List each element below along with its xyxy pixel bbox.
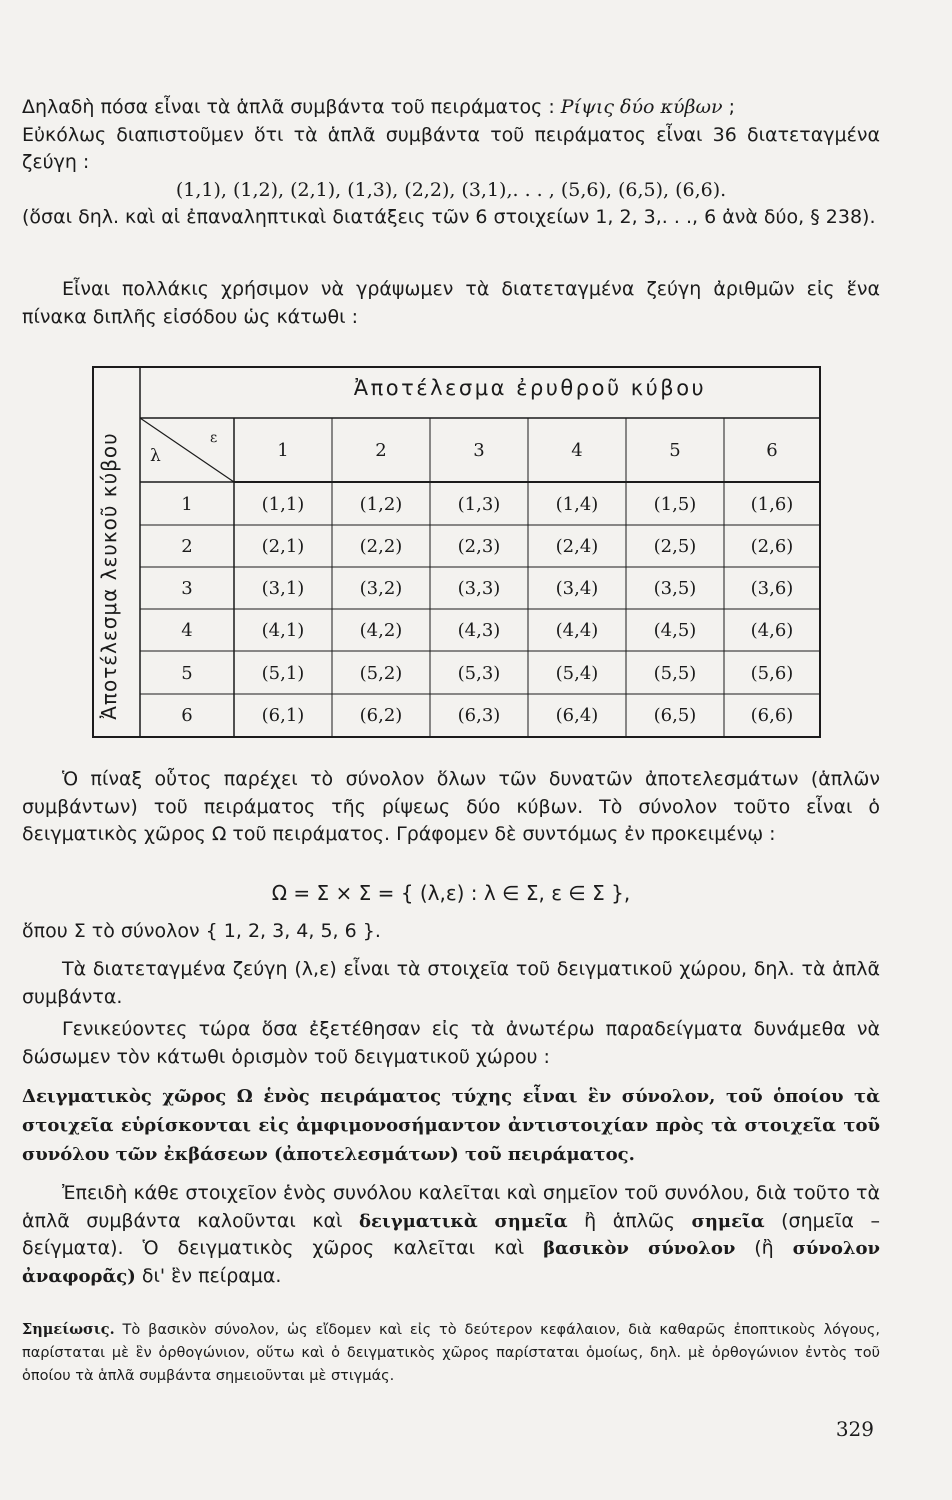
table-cell: (3,2) xyxy=(359,578,403,599)
table-cell: (6,1) xyxy=(261,705,305,726)
statement-text: Εὐκόλως διαπιστοῦμεν ὅτι τὰ ἁπλᾶ συμβάντα τοῦ πειράματος εἶναι 36 διατεταγμένα ζεύγη : xyxy=(22,123,880,173)
table-cell: (5,4) xyxy=(555,663,599,684)
table-cell: (3,1) xyxy=(261,578,305,599)
term-sample-points: δειγματικὰ σημεῖα xyxy=(359,1210,568,1232)
p6-text-g: (ἢ xyxy=(735,1237,793,1259)
col-header-2: 2 xyxy=(375,440,387,461)
sample-space-formula: Ω = Σ × Σ = { (λ,ε) : λ ∈ Σ, ε ∈ Σ }, xyxy=(271,881,631,905)
definition-text: Δειγματικὸς χῶρος Ω ἑνὸς πειράματος τύχης εἶναι ἓν σύνολον, τοῦ ὁποίου τὰ στοιχεῖα εὑρίσκονται εἰς ἀμφιμονοσήμαντον ἀντιστοιχίαν πρὸς τὰ στοιχεῖα τοῦ συνόλου τῶν ἐκβάσεων (ἀποτελεσμάτων) τοῦ πειράματος. xyxy=(22,1086,880,1165)
sample-points-paragraph xyxy=(22,1180,880,1290)
experiment-name: Ρίψις δύο κύβων xyxy=(560,96,723,118)
page-number: 329 xyxy=(835,1417,874,1441)
table-cell: (2,5) xyxy=(653,536,697,557)
table-cell: (5,1) xyxy=(261,663,305,684)
sigma-definition: ὅπου Σ τὸ σύνολον { 1, 2, 3, 4, 5, 6 }. xyxy=(22,920,381,942)
corner-col-symbol: ε xyxy=(210,430,218,446)
table-cell: (4,3) xyxy=(457,620,501,641)
col-header-6: 6 xyxy=(766,440,778,461)
table-cell: (4,2) xyxy=(359,620,403,641)
table-cell: (1,6) xyxy=(750,494,794,515)
table-intro-paragraph: Εἶναι πολλάκις χρήσιμον νὰ γράψωμεν τὰ διατεταγμένα ζεύγη ἀριθμῶν εἰς ἕνα πίνακα διπλῆς εἰσόδου ὡς κάτωθι : xyxy=(22,278,880,328)
table-cell: (2,1) xyxy=(261,536,305,557)
table-cell: (2,2) xyxy=(359,536,403,557)
question-mark: ; xyxy=(722,96,736,118)
col-header-3: 3 xyxy=(473,440,485,461)
term-basic-set: βασικὸν σύνολον xyxy=(543,1238,736,1259)
table-cell: (1,1) xyxy=(261,494,305,515)
table-cell: (3,6) xyxy=(750,578,794,599)
p6-text-a: Ἐπειδὴ κάθε στοιχεῖον ἑνὸς συνόλου καλεῖται καὶ σημεῖον τοῦ συνόλου, διὰ τοῦτο τὰ ἁπλᾶ συμβάντα καλοῦνται καὶ xyxy=(22,1182,880,1232)
note-label: Σημείωσις. xyxy=(22,1321,115,1338)
column-title: Ἀποτέλεσμα ἐρυθροῦ κύβου xyxy=(353,376,707,400)
table-cell: (4,5) xyxy=(653,620,697,641)
table-cell: (2,4) xyxy=(555,536,599,557)
table-cell: (5,5) xyxy=(653,663,697,684)
table-cell: (6,2) xyxy=(359,705,403,726)
table-cell: (3,3) xyxy=(457,578,501,599)
note-text: Τὸ βασικὸν σύνολον, ὡς εἴδομεν καὶ εἰς τὸ δεύτερον κεφάλαιον, διὰ καθαρῶς ἐποπτικοὺς λόγους, παρίσταται μὲ ἓν ὀρθογώνιον, οὕτω καὶ ὁ δειγματικὸς χῶρος παρίσταται ὁμοίως, δηλ. μὲ ὀρθογώνιον ἐντὸς τοῦ ὁποίου τὰ ἁπλᾶ συμβάντα σημειοῦνται μὲ στιγμάς. xyxy=(22,1322,880,1384)
col-header-5: 5 xyxy=(669,440,681,461)
row-header-1: 1 xyxy=(181,494,193,515)
table-cell: (6,5) xyxy=(653,705,697,726)
table-cell: (6,4) xyxy=(555,705,599,726)
table-cell: (1,2) xyxy=(359,494,403,515)
row-header-6: 6 xyxy=(181,705,193,726)
table-cell: (6,3) xyxy=(457,705,501,726)
table-cell: (2,3) xyxy=(457,536,501,557)
outcome-table xyxy=(92,366,821,738)
question-line xyxy=(22,94,880,122)
table-cell: (1,4) xyxy=(555,494,599,515)
table-cell: (1,5) xyxy=(653,494,697,515)
table-cell: (1,3) xyxy=(457,494,501,515)
generalization-paragraph: Γενικεύοντες τώρα ὅσα ἐξετέθησαν εἰς τὰ ἀνωτέρω παραδείγματα δυνάμεθα νὰ δώσωμεν τὸν κάτωθι ὁρισμὸν τοῦ δειγματικοῦ χώρου : xyxy=(22,1018,880,1068)
table-cell: (2,6) xyxy=(750,536,794,557)
p6-text-c: ἢ ἁπλῶς xyxy=(567,1209,692,1232)
row-header-5: 5 xyxy=(181,663,193,684)
p6-text-e: (σημεῖα – δείγματα). Ὁ δειγματικὸς χῶρος καλεῖται καὶ xyxy=(22,1209,881,1259)
footnote xyxy=(22,1318,880,1388)
sample-space-paragraph: Ὁ πίναξ οὗτος παρέχει τὸ σύνολον ὅλων τῶν δυνατῶν ἀποτελεσμάτων (ἁπλῶν συμβάντων) τοῦ πειράματος τῆς ρίψεως δύο κύβων. Τὸ σύνολον τοῦτο εἶναι ὁ δειγματικὸς χῶρος Ω τοῦ πειράματος. Γράφομεν δὲ συντόμως ἐν προκειμένῳ : xyxy=(22,768,880,845)
table-cell: (5,6) xyxy=(750,663,794,684)
row-header-2: 2 xyxy=(181,536,193,557)
row-header-3: 3 xyxy=(181,578,193,599)
row-title: Ἀποτέλεσμα λευκοῦ κύβου xyxy=(97,432,121,720)
pairs-paragraph: Τὰ διατεταγμένα ζεύγη (λ,ε) εἶναι τὰ στοιχεῖα τοῦ δειγματικοῦ χώρου, δηλ. τὰ ἁπλᾶ συμβάντα. xyxy=(22,958,880,1008)
question-text: Δηλαδὴ πόσα εἶναι τὰ ἁπλᾶ συμβάντα τοῦ πειράματος : xyxy=(22,96,561,118)
col-header-4: 4 xyxy=(571,440,583,461)
row-header-4: 4 xyxy=(181,620,193,641)
intro-paragraph xyxy=(22,94,880,232)
term-points: σημεῖα xyxy=(691,1210,765,1232)
corner-row-symbol: λ xyxy=(150,446,161,466)
pairs-list: (1,1), (1,2), (2,1), (1,3), (2,2), (3,1),. . . , (5,6), (6,5), (6,6). xyxy=(175,178,727,201)
table-cell: (3,5) xyxy=(653,578,697,599)
col-header-1: 1 xyxy=(277,440,289,461)
table-cell: (4,6) xyxy=(750,620,794,641)
table-cell: (4,1) xyxy=(261,620,305,641)
table-cell: (4,4) xyxy=(555,620,599,641)
p6-text-i: δι' ἓν πείραμα. xyxy=(135,1264,282,1287)
table-cell: (5,2) xyxy=(359,663,403,684)
table-cell: (5,3) xyxy=(457,663,501,684)
term-reference-set: σύνολον ἀναφορᾶς) xyxy=(22,1238,880,1287)
permutations-note: (ὅσαι δηλ. καὶ αἱ ἐπαναληπτικαὶ διατάξεις τῶν 6 στοιχείων 1, 2, 3,. . ., 6 ἀνὰ δύο, § 238). xyxy=(22,206,876,228)
table-cell: (3,4) xyxy=(555,578,599,599)
table-cell: (6,6) xyxy=(750,705,794,726)
